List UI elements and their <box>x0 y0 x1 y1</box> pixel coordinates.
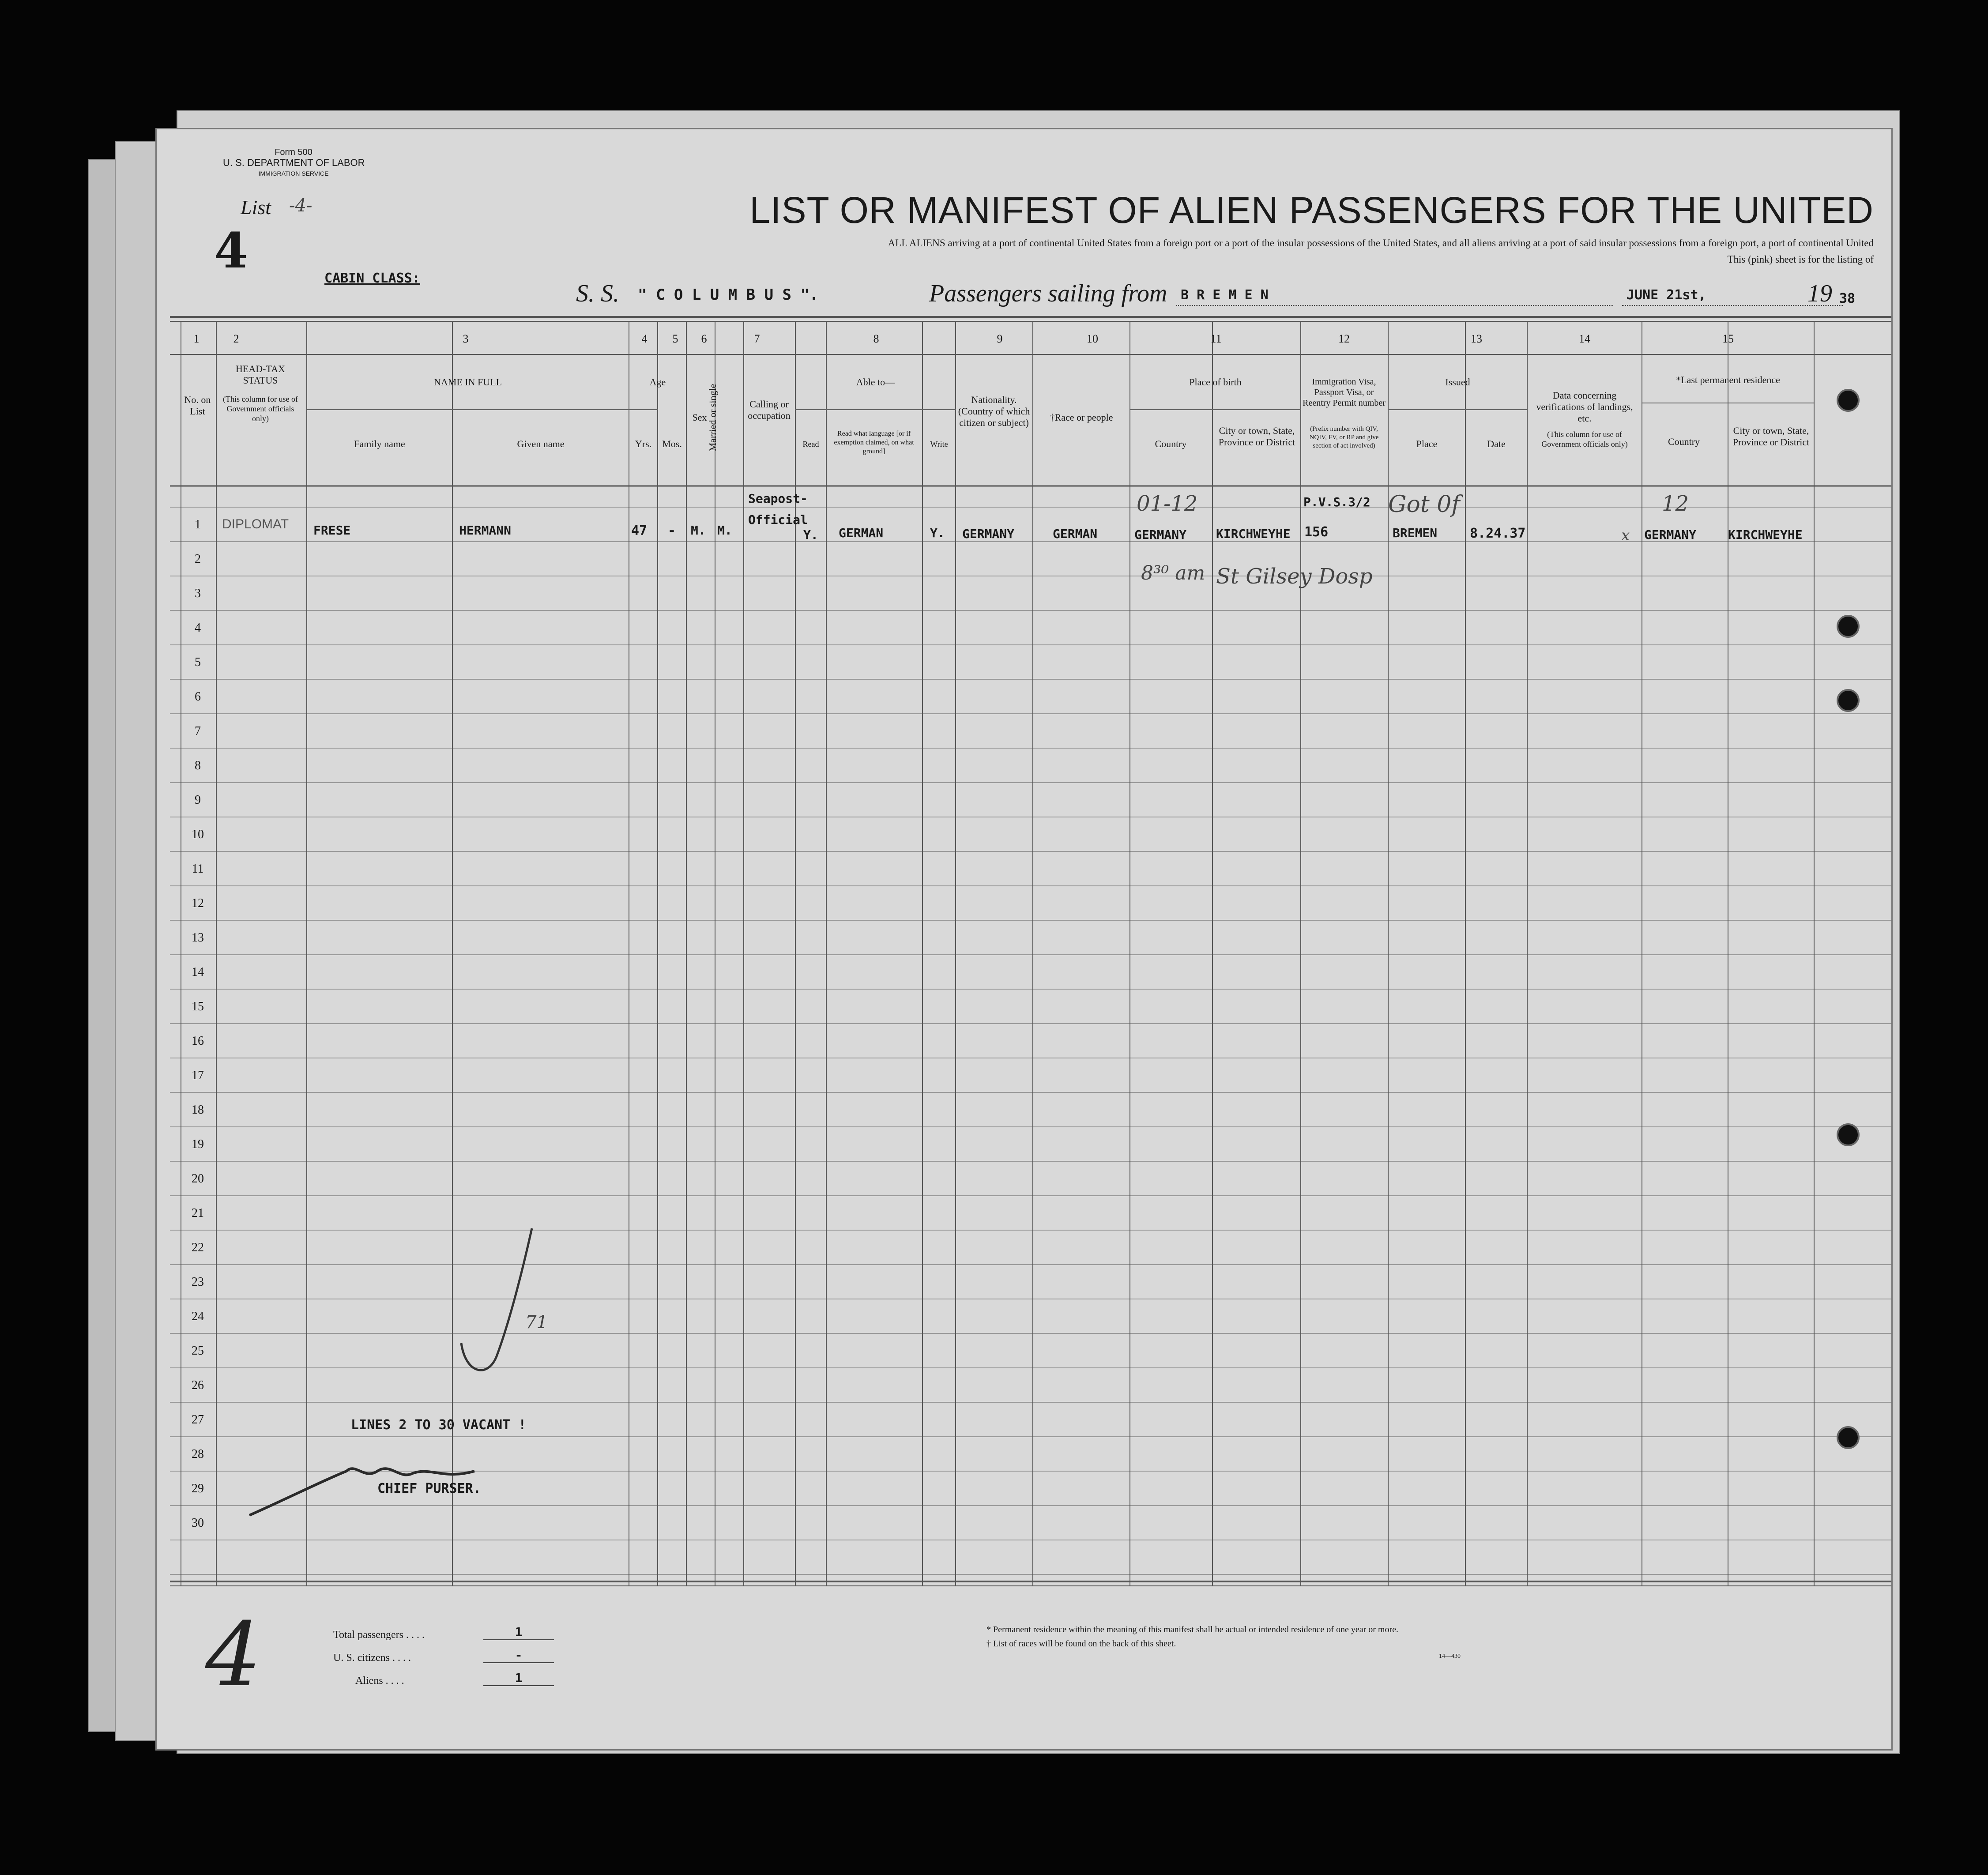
service-label: IMMIGRATION SERVICE <box>258 170 329 177</box>
departure-port: B R E M E N <box>1181 287 1269 303</box>
check-mark-icon <box>448 1224 545 1387</box>
row-number: 16 <box>192 1034 204 1048</box>
column-number: 2 <box>233 332 239 345</box>
page-title: LIST OR MANIFEST OF ALIEN PASSENGERS FOR THE UNITED <box>749 189 1874 231</box>
column-number: 15 <box>1722 332 1734 345</box>
row-number: 28 <box>192 1447 204 1461</box>
row-number: 9 <box>195 793 201 807</box>
binder-hole <box>1837 1426 1860 1449</box>
column-number: 12 <box>1338 332 1350 345</box>
row-number: 19 <box>192 1137 204 1151</box>
row-number: 12 <box>192 896 204 910</box>
family-name: FRESE <box>313 523 351 538</box>
row-number: 27 <box>192 1413 204 1427</box>
given-name: HERMANN <box>459 523 512 538</box>
binder-hole <box>1837 389 1860 412</box>
header-mos: Mos. <box>662 438 682 449</box>
row-number: 13 <box>192 931 204 945</box>
header-name-in-full: NAME IN FULL <box>434 377 502 388</box>
ship-name: " C O L U M B U S ". <box>638 286 819 304</box>
read-language: GERMAN <box>839 526 884 540</box>
row-number: 22 <box>192 1241 204 1254</box>
residence-country: GERMANY <box>1644 527 1697 542</box>
row-number: 4 <box>195 621 201 635</box>
us-citizens-value: - <box>483 1648 554 1663</box>
marital-status: M. <box>717 523 732 538</box>
cabin-class: CABIN CLASS: <box>324 271 420 286</box>
handwritten-x-mark: x <box>1621 527 1630 544</box>
age-months: - <box>668 523 676 538</box>
header-read: Read <box>802 440 819 448</box>
list-number-large: 4 <box>214 222 248 279</box>
column-number: 6 <box>701 332 707 345</box>
binder-hole <box>1837 689 1860 712</box>
header-yrs: Yrs. <box>635 438 652 449</box>
row-number: 6 <box>195 690 201 704</box>
header-write: Write <box>930 440 948 448</box>
birth-city: KIRCHWEYHE <box>1216 527 1291 541</box>
manifest-sheet <box>155 128 1893 1751</box>
sailing-date: JUNE 21st, <box>1627 287 1706 303</box>
header-sex: Sex <box>692 412 707 423</box>
column-number: 5 <box>672 332 678 345</box>
header-visa: Immigration Visa, Passport Visa, or Reentry Permit number <box>1303 377 1386 408</box>
department-label: U. S. DEPARTMENT OF LABOR <box>223 157 365 168</box>
year-prefix: 19 <box>1807 280 1832 307</box>
column-number: 11 <box>1210 332 1222 345</box>
row-number: 10 <box>192 828 204 841</box>
aliens-value: 1 <box>483 1671 554 1686</box>
header-read-language: Read what language [or if exemption claimed, on what ground] <box>834 430 914 455</box>
residence-city: KIRCHWEYHE <box>1728 527 1803 542</box>
column-number: 1 <box>193 332 200 345</box>
row-number: 11 <box>192 862 204 876</box>
header-issued-place: Place <box>1416 438 1438 449</box>
list-label: List <box>241 196 271 218</box>
header-birth-country: Country <box>1155 438 1187 449</box>
row-number: 26 <box>192 1378 204 1392</box>
age-years: 47 <box>631 523 648 538</box>
visa-number-line-2: 156 <box>1304 524 1329 540</box>
footnote-permanent-residence: * Permanent residence within the meaning of this manifest shall be actual or intended residence of one year or more. <box>986 1625 1399 1634</box>
row-number: 18 <box>192 1103 204 1117</box>
visa-number-line-1: P.V.S.3/2 <box>1303 495 1371 509</box>
header-data-concerning: Data concerning verifications of landings, etc. <box>1536 390 1633 424</box>
can-read: Y. <box>803 527 818 542</box>
row-number: 17 <box>192 1069 204 1082</box>
us-citizens-label: U. S. citizens . . . . <box>333 1652 411 1664</box>
row-number: 1 <box>195 518 201 531</box>
nationality: GERMANY <box>962 527 1015 541</box>
aliens-label: Aliens . . . . <box>355 1675 404 1687</box>
header-no-on-list: No. on List <box>184 394 211 417</box>
column-number: 3 <box>463 332 469 345</box>
header-birth-city: City or town, State, Province or District <box>1218 425 1295 448</box>
binder-hole <box>1837 1123 1860 1146</box>
header-calling: Calling or occupation <box>748 399 791 421</box>
handwritten-time-note: 8³⁰ am <box>1141 562 1205 584</box>
row-number: 14 <box>192 965 204 979</box>
row-number: 24 <box>192 1310 204 1323</box>
row-number: 7 <box>195 724 201 738</box>
total-passengers-label: Total passengers . . . . <box>333 1629 425 1641</box>
total-passengers-value: 1 <box>483 1625 554 1640</box>
header-data-note: (This column for use of Government officials only) <box>1541 430 1628 448</box>
handwritten-birth-code: 01-12 <box>1137 491 1198 516</box>
row-number: 3 <box>195 587 201 600</box>
header-residence-city: City or town, State, Province or District <box>1732 425 1810 448</box>
row-number: 29 <box>192 1482 204 1495</box>
column-number: 8 <box>873 332 879 345</box>
occupation-line-1: Seapost- <box>748 491 808 506</box>
form-number: Form 500 <box>275 147 313 157</box>
chief-purser-title: CHIEF PURSER. <box>377 1481 481 1496</box>
occupation-line-2: Official <box>748 512 808 527</box>
row-number: 15 <box>192 1000 204 1013</box>
row-number: 21 <box>192 1206 204 1220</box>
header-given-name: Given name <box>517 438 565 449</box>
header-last-residence: *Last permanent residence <box>1676 374 1780 385</box>
row-number: 2 <box>195 552 201 566</box>
can-write: Y. <box>930 526 945 540</box>
handwritten-check-number: 71 <box>525 1312 548 1333</box>
row-number: 8 <box>195 759 201 772</box>
column-number: 4 <box>641 332 648 345</box>
row-number: 5 <box>195 655 201 669</box>
column-number: 14 <box>1579 332 1590 345</box>
year-suffix: 38 <box>1839 291 1856 306</box>
birth-country: GERMANY <box>1134 527 1187 542</box>
handwritten-visa-note: Got 0f <box>1388 491 1460 518</box>
handwritten-residence-code: 12 <box>1662 491 1689 516</box>
header-able-to: Able to— <box>856 377 895 388</box>
column-number: 7 <box>754 332 760 345</box>
sex: M. <box>691 523 706 538</box>
column-number: 10 <box>1087 332 1098 345</box>
row-number: 20 <box>192 1172 204 1186</box>
lines-vacant-note: LINES 2 TO 30 VACANT ! <box>351 1417 527 1433</box>
handwritten-cursive-note: St Gilsey Dosp <box>1216 564 1373 589</box>
sailing-label: Passengers sailing from <box>929 280 1167 307</box>
header-head-tax-note: (This column for use of Government officials only) <box>223 395 298 423</box>
header-place-of-birth: Place of birth <box>1189 377 1242 388</box>
race: GERMAN <box>1053 527 1098 541</box>
column-number: 13 <box>1471 332 1482 345</box>
list-value: -4- <box>289 196 313 216</box>
head-tax-status: DIPLOMAT <box>222 517 289 531</box>
header-family-name: Family name <box>354 438 405 449</box>
header-race: †Race or people <box>1050 412 1113 423</box>
header-head-tax: HEAD-TAX STATUS <box>236 363 285 386</box>
footnote-races: † List of races will be found on the back of this sheet. <box>986 1639 1176 1649</box>
header-residence-country: Country <box>1668 436 1700 447</box>
header-age: Age <box>649 377 666 388</box>
binder-hole <box>1837 615 1860 638</box>
header-nationality: Nationality. (Country of which citizen or subject) <box>958 394 1030 428</box>
form-code: 14—430 <box>1439 1653 1461 1660</box>
row-number: 25 <box>192 1344 204 1358</box>
handwritten-sheet-number: 4 <box>205 1604 262 1706</box>
header-issued-date: Date <box>1487 438 1506 449</box>
subtitle-line-1: ALL ALIENS arriving at a port of continental United States from a foreign port or a port of the insular possessions of the United States, and all aliens arriving at a port of said insular possessions from a foreign port, a port of continental United <box>888 237 1874 248</box>
row-number: 30 <box>192 1516 204 1530</box>
issued-date: 8.24.37 <box>1470 526 1526 541</box>
column-number: 9 <box>997 332 1003 345</box>
header-issued: Issued <box>1445 377 1470 388</box>
subtitle-line-2: This (pink) sheet is for the listing of <box>1727 254 1874 265</box>
header-visa-note: (Prefix number with QIV, NQIV, FV, or RP and give section of act involved) <box>1309 425 1379 449</box>
row-number: 23 <box>192 1275 204 1289</box>
issued-place: BREMEN <box>1393 526 1438 540</box>
ss-label: S. S. <box>576 280 619 307</box>
header-married: Married or single <box>707 384 718 452</box>
